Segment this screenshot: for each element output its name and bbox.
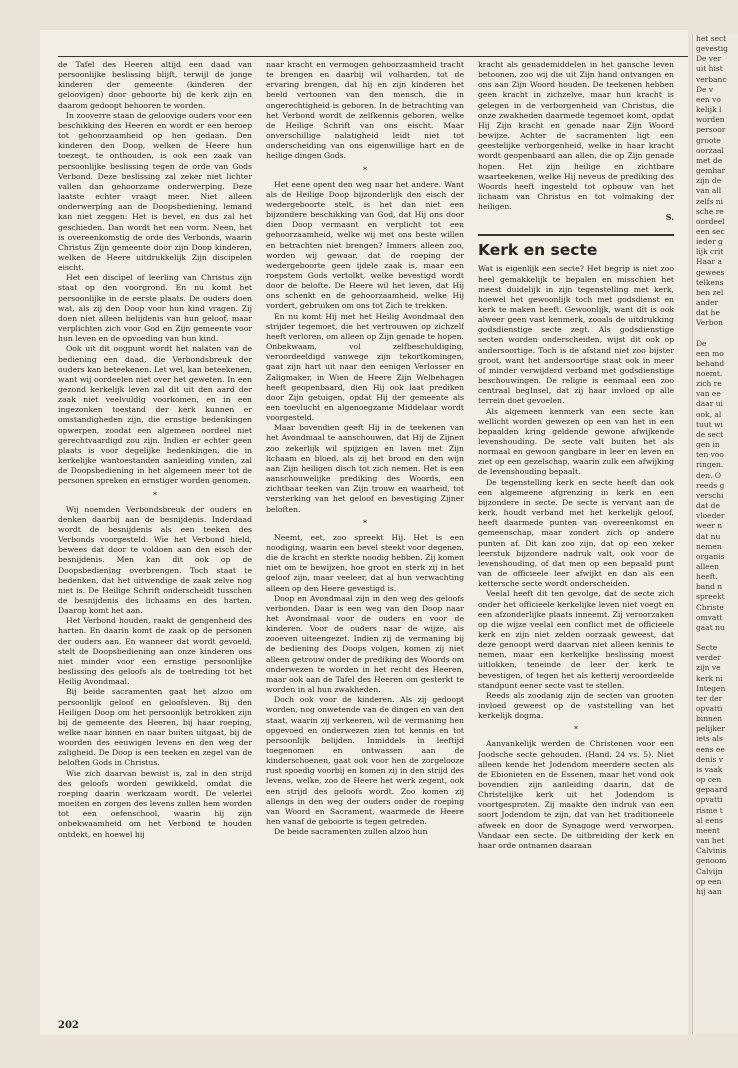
adjacent-page-text-fragment: telkens <box>696 277 724 287</box>
section-divider-star: * <box>153 490 157 500</box>
page-number: 202 <box>58 1020 79 1031</box>
adjacent-page-text-fragment: ander <box>696 298 719 308</box>
adjacent-page-text-fragment: op een <box>696 876 722 886</box>
adjacent-page-text-fragment: vloeder <box>696 511 725 521</box>
paragraph: kracht als genademiddelen in het gansche leven betoonen, zoo wij die uit Zijn hand ontvangen en ons aan Zijn Woord houden. De teekenen hebben geen kracht in zichzelve, maar hun kracht is gelegen in de verborgenheid van Christus, die onze zwakheden daarmede tegemoet komt, opdat Hij Zijn kracht en genade naar Zijn Woord bewijze. Achter de sacramenten ligt een geestelijke verborgenheid, welke in haar kracht wordt geopenbaard aan allen, die op Zijn genade hopen. Het zijn heilige en zichtbare waarteekenen, welke Hij neveus de prediking des Woords heeft ingesteld tot opbouw van het lichaam van Christus en tot volmaking der heiligen. <box>478 60 674 212</box>
adjacent-page-text-fragment: verbanc <box>696 74 727 84</box>
paragraph: Het een discipel of leerling van Christus zijn staat op den voorgrond. En nu komt het persoonlijke in de eerste plaats. De ouders doen wat, als zij den Doop voor hun kind vragen. Zij doen niet alleen belijdenis van hun geloof, maar verplichten zich voor God en Zijn gemeente voor hun leven en de opvoeding van hun kind. <box>58 273 252 344</box>
adjacent-page-text-fragment: dat he <box>696 308 720 318</box>
adjacent-page-text-fragment: groote <box>696 135 721 145</box>
adjacent-page-text-fragment: De <box>696 338 707 348</box>
paragraph: Veelal heeft dit ten gevolge, dat de secte zich onder het officieele kerkelijke leven niet voegt en een afzonderlijke plaats inneemt. Zij veroorzaken op die wijze veelal een conflict met de officieele kerk en zijn niet zelden oorzaak geweest, dat deze genoopt werd daarvan niet alleen kennis te nemen, maar een kerkelijke beslissing moest uitlokken, teneinde de leer der kerk te bevestigen, of tegen het als ketterij veroordeelde standpunt eener secte vast te stellen. <box>478 589 674 690</box>
adjacent-page-text-fragment: daar ui <box>696 399 723 409</box>
adjacent-page-text-fragment: den. O <box>696 470 721 480</box>
adjacent-page-text-fragment: zijn ve <box>696 663 721 673</box>
paragraph: Wat is eigenlijk een secte? Het begrip is niet zoo heel gemakkelijk te bepalen en misschien het meest duidelijk in zijn tegenstelling met kerk, hoewel het gewoonlijk toch met godsdienst en kerk te maken heeft. Gewoonlijk, want dit is ook alweer geen vast kenmerk, zooals de uitdrukking godsdienstige secte zegt. Als godsdienstige secten worden onderscheiden, wijst dit ook op andersoortige. Toch is de afstand niet zoo bijster groot, want het andersoortige staat ook in meer of minder verwijderd verband met godsdienstige beschouwingen. De religie is eenmaal een zoo centraal begInsel, dat zij haar invloed op alle terrein doet gevoelen. <box>478 264 674 406</box>
adjacent-page-text-fragment: Secte <box>696 643 718 653</box>
paragraph: Bij beide sacramenten gaat het alzoo om persoonlijk geloof en geloofsleven. Bij den Heiligen Doop om het persoonlijk betrokken zijn bij de gemeente des Heeren, bij haar roeping, welke naar binnen en naar buiten uitgaat, bij de woorden des eeuwigen levens en den weg der zaligheid. De Doop is een teeken en zegel van de beloften Gods in Christus. <box>58 687 252 768</box>
adjacent-page-text-fragment: Calvijn <box>696 866 723 876</box>
column-left <box>58 60 252 1015</box>
adjacent-page-text-fragment: ringen. <box>696 460 724 470</box>
adjacent-page-text-fragment: ieder g <box>696 237 723 247</box>
adjacent-page-text-fragment: ten voo <box>696 450 724 460</box>
adjacent-page-edge <box>692 34 738 1034</box>
adjacent-page-text-fragment: eens ee <box>696 744 725 754</box>
adjacent-page-text-fragment: is vaak <box>696 764 723 774</box>
paragraph: Reeds als zoodanig zijn de secten van grooten invloed geweest op de vaststelling van het kerkelijk dogma. <box>478 690 674 721</box>
paragraph: Wie zich daarvan bewust is, zal in den strijd des geloofs worden gewikkeld, omdat die roeping daarin werkzaam wordt. De velerlei moeiten en zorgen des levens zullen hem worden tot een oefenschool, waarin hij zijn onbekwaamheid om het Verbond te houden ontdekt, en hoewel hij <box>58 768 252 839</box>
adjacent-page-text-fragment: van all <box>696 186 722 196</box>
paragraph: Maar bovendien geeft Hij in de teekenen van het Avondmaal te aanschouwen, dat Hij de Zijnen zoo zekerlijk wil spijzigen en laven met Zijn lichaam en bloed, als zij het brood en den wijn aan Zijn heiligen disch tot zich nemen. Het is een aanschouwelijke prediking des Woords, een zichtbaar teeken van Zijn trouw en waarheid, tot versterking van het geloof en bevestiging Zijner beloften. <box>266 423 464 514</box>
adjacent-page-text-fragment: zelfs ni <box>696 196 724 206</box>
paragraph: Ook uit dit oogpunt wordt het nalaten van de bediening een daad, die Verbondsbreuk der ouders kan beteekenen. Let wel, kan beteekenen, want wij oordeelen niet over het geweten. In een gezond kerkelijk leven zal dit uit den aard der zaak niet veelvuldig voorkomen, en in een ingezonken toestand der kerk kunnen er omstandigheden zijn, die ernstige bedenkingen opwerpen, zoodat een algemeen oordeel niet gerechtvaardigd zou zijn. Indien er echter geen plaats is voor degelijke bedenkingen, die in kerkelijke wantoestanden aanleiding vinden, zal de Doopsbediening in het algemeen meer tot de personen spreken en ernstiger worden genomen. <box>58 344 252 486</box>
adjacent-page-text-fragment: lijk crit <box>696 247 724 257</box>
adjacent-page-text-fragment: Verbon <box>696 318 723 328</box>
paragraph: naar kracht en vermogen gehoorzaamheid tracht te brengen en daarbij wil volharden, tot de ervaring brengen, dat hij en zijn kinderen het beeld vertoonen van den mensch, die in ongerechtigheid is geboren. In de betrachting van het Verbond wordt de zelfkennis geboren, welke de Heilige Schrift van ons eischt. Maar onverschillige nalatigheid leidt niet tot onderscheiding van ons eigenwillige hart en de heilige dingen Gods. <box>266 60 464 161</box>
top-rule <box>58 56 688 57</box>
adjacent-page-text-fragment: van het <box>696 836 725 846</box>
paragraph: Het eene opent den weg naar het andere. Want als de Heilige Doop bijzonderlijk den eisch der wedergeboorte stelt, is het dan niet een bijzondere beschikking van God, dat Hij ons door dien Doop vermaant en verplicht tot een gehoorzaamheid, welke wij met ons beste willen en betrachten niet brengen? Immers alleen zoo, worden wij gewaar, dat de roeping der wedergeboorte geen ijdele zaak is, maar een roepstem Gods vertolkt, welke bevestigd wordt door de belofte. De Heere wil het leven, dat Hij ons schenkt en de gehoorzaamheid, welke Hij vordert, gebruiken om ons tot Zich te trekken. <box>266 179 464 311</box>
adjacent-page-text-fragment: behand <box>696 358 725 368</box>
adjacent-page-text-fragment: al eens <box>696 815 723 825</box>
author-signature: S. <box>665 212 674 223</box>
adjacent-page-text-fragment: een vo <box>696 94 721 104</box>
column-middle <box>266 60 464 1035</box>
magazine-page <box>40 30 688 1035</box>
adjacent-page-text-fragment: spreekt <box>696 592 725 602</box>
adjacent-page-text-fragment: dat nu <box>696 531 721 541</box>
adjacent-page-text-fragment: ter der <box>696 693 723 703</box>
adjacent-page-text-fragment: ben zel <box>696 287 724 297</box>
adjacent-page-text-fragment: binnen <box>696 714 723 724</box>
adjacent-page-text-fragment: een mo <box>696 348 724 358</box>
adjacent-page-text-fragment: worden <box>696 115 725 125</box>
adjacent-page-text-fragment: verschi <box>696 490 724 500</box>
adjacent-page-text-fragment: uit hist <box>696 64 723 74</box>
paragraph: Als algemeen kenmerk van een secte kan wellicht worden gewezen op een van het in een bepaalden kring geldende gewone afwijkende levenshouding. De secte valt buiten het als normaal en gewoon gangbare in leer en leven en ziet op een gezelschap, waarin zulk een afwijking de levenshouding bepaalt. <box>478 406 674 477</box>
adjacent-page-text-fragment: gewees <box>696 267 725 277</box>
adjacent-page-text-fragment: Integen <box>696 683 726 693</box>
adjacent-page-text-fragment: op cen <box>696 775 722 785</box>
adjacent-page-text-fragment: opvatti <box>696 704 723 713</box>
adjacent-page-text-fragment: oordeel <box>696 216 725 226</box>
adjacent-page-text-fragment: van ee <box>696 389 721 399</box>
adjacent-page-text-fragment: gaat nu <box>696 622 725 632</box>
adjacent-page-text-fragment: ook, al <box>696 409 722 419</box>
paragraph: Het Verbond houden, raakt de gengenheid des harten. En daarin komt de zaak op de personen der ouders aan. En wanneer dat wordt gevoeld, stelt de Doopsbediening aan onze kinderen ons niet minder voor een ernstige persoonlijke beslissing des geloofs als de toetreding tot het Heilig Avondmaal. <box>58 616 252 687</box>
paragraph: Wij noemden Verbondsbreuk der ouders en denken daarbij aan de besnijdenis. Inderdaad wordt de besnijdenis als een teeken des Verbonds voorgesteld. Wie het Verbond hield, bewees dat door te voldoen aan den eisch der besnijdenis. Men kan dit ook op de Doopsbediening overbrengen. Toch staat te bedenken, dat het uitwendige de zaak zelve nog niet is. De Heilige Schrift onderscheidt tusschen de besnijdenis des lichaams en des harten. Daarop komt het aan. <box>58 504 252 616</box>
adjacent-page-text-fragment: gemhar <box>696 166 726 176</box>
adjacent-page-text-fragment: sche re <box>696 206 724 216</box>
adjacent-page-text-fragment: dat de <box>696 501 720 511</box>
adjacent-page-text-fragment: hij aan <box>696 886 722 896</box>
adjacent-page-text-fragment: gepaard <box>696 785 728 795</box>
paragraph: Neemt, eet, zoo spreekt Hij. Het is een noodiging, waarin een bevel steekt voor degenen, die de kracht en sterkte noodig hebben. Zij komen niet om te bewijzen, hoe groot en sterk zij in het geloof zijn, maar veeleer, dat al hun verwachting alleen op den Heere gevestigd is. <box>266 532 464 593</box>
paragraph: Doop en Avondmaal zijn in den weg des geloofs verbonden. Daar is een weg van den Doop naar het Avondmaal voor de ouders en voor de kinderen. Voor de ouders naar de wijze, als zooeven uiteengezet. Indien zij de vermaning bij de bediening des Doops volgen, komen zij niet alleen getrouw onder de prediking des Woords om onderwezen te worden in het recht des Heeren, maar ook aan de Tafel des Heeren om gesterkt te worden in al hun zwakheden. <box>266 593 464 695</box>
adjacent-page-text-fragment: pelijker <box>696 724 725 734</box>
adjacent-page-text-fragment: risme t <box>696 805 723 815</box>
adjacent-page-text-fragment: met de <box>696 155 723 165</box>
paragraph: De tegenstelling kerk en secte heeft dan ook een algemeene afgrenzing in kerk en een bijzondere in secte. De secte is vervant aan de kerk, houdt verband met het kerkelijk geloof, heeft daarmede punten van overeenkomst en gemeenschap, maar zondert zich op andere punten af. Dit kan zoo zijn, dat op een zeker leerstuk bijzondere nadruk valt, ook voor de levenshouding, of dat men op een bepaald punt van de officieele leer afwijkt en dan als een kettersche secte wordt onderscheiden. <box>478 477 674 589</box>
paragraph: De beide sacramenten zullen alzoo hun <box>274 827 428 837</box>
section-heading: Kerk en secte <box>478 234 674 260</box>
adjacent-page-text-fragment: verder <box>696 653 722 663</box>
adjacent-page-text-fragment: gen in <box>696 440 720 450</box>
adjacent-page-text-fragment: weer n <box>696 521 723 531</box>
adjacent-page-text-fragment: Calvinis <box>696 846 727 856</box>
adjacent-page-text-fragment: kelijk l <box>696 105 722 115</box>
adjacent-page-text-fragment: denis v <box>696 754 723 764</box>
adjacent-page-text-fragment: reeds g <box>696 480 725 490</box>
adjacent-page-text-fragment: persoor <box>696 125 726 135</box>
paragraph: Aanvankelijk werden de Christenen voor een Joodsche secte gehouden. (Hand. 24 vs. 5). Niet alleen kende het Jodendom meerdere secten als de Ebionieten en de Essenen, maar het vond ook bovendien zijn aanleiding daarin, dat de Christelijke kerk uit het Jodendom is voortgesproten. Zij maakte den indruk van een soort Jodendom te zijn, dat van het traditioneele afweek en door de Synagoge werd verworpen. Vandaar een secte. De uitbreiding der kerk en haar orde ontnamen daaraan <box>478 739 674 850</box>
adjacent-page-text-fragment: zijn de <box>696 176 722 186</box>
adjacent-page-text-fragment: iets als <box>696 734 723 744</box>
paragraph: de Tafel des Heeren altijd een daad van persoonlijke beslissing blijft, terwijl de jonge kinderen der gemeente (kinderen der geloovigen) door geboorte bij de kerk zijn en daarom gedoopt behooren te worden. <box>58 60 252 110</box>
adjacent-page-text-fragment: kerk ni <box>696 673 723 683</box>
section-divider-star: * <box>363 518 367 528</box>
paragraph: In zooverre staan de geloovige ouders voor een beschikking des Heeren en wordt er een beroep tot gehoorzaamheid op hen gedaan. Den kinderen den Doop, welken de Heere hun toezegt, te onthouden, is ook een zaak van persoonlijke beslissing tegen de orde van Gods Verbond. Deze beslissing zal zeker niet lichter vallen dan gehoorzame onderwerping. Deze laatste echter vraagt meer. Niet alleen onderwerping aan de Doopsbediening, lemand kan niet zeggen: Het is bevel, en dus zal het geschieden. Dan wordt het een vorm. Neen, het is overeenkomstig de orde des Verbonds, waarin Christus Zijn gemeente door zijn Doop kinderen, welken de Heere uitdrukkelijk Zijn discipelen eischt. <box>58 110 252 273</box>
section-divider-star: * <box>363 165 367 175</box>
paragraph: Doch ook voor de kinderen. Als zij gedoopt worden, nog onwetende van de dingen en van den staat, waarin zij verkeeren, wil de vermaning hen opgevoed en onderwezen zien tot kennis en tot persoonlijk belijden. Inmiddels in leeftijd toegenomen en ontwassen aan de kinderschoenen, gaat ook voor hen de zorgelooze rust spoedig voorbij en komen zij in den strijd des levens, welke, zoo de Heere het werk zegent, ook een strijd des geloofs wordt. Zoo komen zij allengs in den weg der ouders onder de roeping van Woord en Sacrament, waarmede de Heere hen vanaf de geboorte is tegen getreden. <box>266 695 464 827</box>
adjacent-page-text-fragment: opvatti <box>696 795 723 805</box>
adjacent-page-text-fragment: nemen <box>696 541 722 551</box>
adjacent-page-text-fragment: De ver <box>696 54 722 64</box>
section-divider-star: * <box>574 725 578 735</box>
adjacent-page-text-fragment: het sect <box>696 34 727 43</box>
adjacent-page-text-fragment: oorzaal <box>696 145 724 155</box>
adjacent-page-text-fragment: heeft. <box>696 572 718 582</box>
column-right <box>478 60 674 1035</box>
adjacent-page-text-fragment: alleen <box>696 561 719 571</box>
adjacent-page-text-fragment: Christe <box>696 602 724 612</box>
adjacent-page-text-fragment: gevestig <box>696 44 728 54</box>
adjacent-page-text-fragment: omvatt <box>696 612 723 622</box>
adjacent-page-text-fragment: organis <box>696 551 725 561</box>
adjacent-page-text-fragment: De v <box>696 84 714 94</box>
adjacent-page-text-fragment: Haar a <box>696 257 722 267</box>
adjacent-page-text-fragment: de sect <box>696 429 724 439</box>
adjacent-page-text-fragment: zich re <box>696 379 722 389</box>
adjacent-page-text-fragment: tuut wi <box>696 419 723 429</box>
paragraph: En nu komt Hij met het Heilig Avondmaal den strijder tegemoet, die het vertrouwen op zichzelf heeft verloren, om alleen op Zijn genade te hopen. Onbekwaam, vol zelfbeschuldiging, veroordeeldigd vanwege zijn tekortkomingen, gaat zijn hart uit naar den eenigen Verlosser en Zaligmaker, in Wien de Heere Zijn Welbehagen heeft geopenbaard, dien Hij ook laat prediken door Zijn getuigen, opdat Hij der gemeente als een toevlucht en algenoegzame Middelaar wordt voorgesteld. <box>266 311 464 423</box>
adjacent-page-text-fragment: meent <box>696 825 720 835</box>
adjacent-page-text-fragment: een sec <box>696 226 725 236</box>
adjacent-page-text-fragment: band n <box>696 582 723 592</box>
adjacent-page-text-fragment: noemt. <box>696 369 723 378</box>
adjacent-page-text-fragment: genoom <box>696 856 727 866</box>
